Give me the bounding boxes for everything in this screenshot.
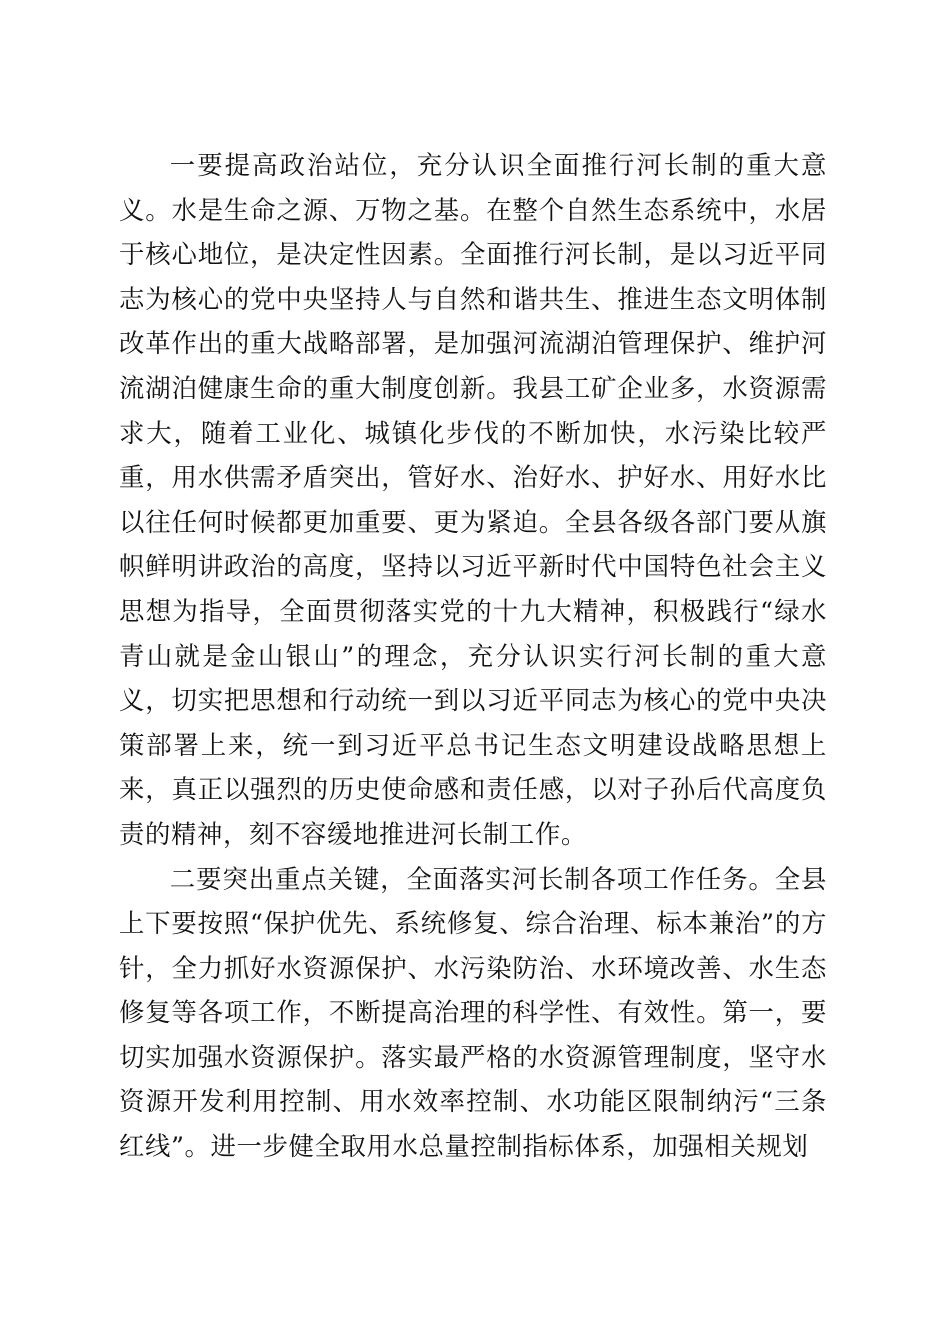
paragraph-1: 一要提高政治站位，充分认识全面推行河长制的重大意义。水是生命之源、万物之基。在整个自然生态系统中，水居于核心地位，是决定性因素。全面推行河长制，是以习近平同志为核心的党中央坚持人与自然和谐共生、推进生态文明体制改革作出的重大战略部署，是加强河流湖泊管理保护、维护河流湖泊健康生命的重大制度创新。我县工矿企业多，水资源需求大，随着工业化、城镇化步伐的不断加快，水污染比较严重，用水供需矛盾突出，管好水、治好水、护好水、用好水比以往任何时候都更加重要、更为紧迫。全县各级各部门要从旗帜鲜明讲政治的高度，坚持以习近平新时代中国特色社会主义思想为指导，全面贯彻落实党的十九大精神，积极践行“绿水青山就是金山银山”的理念，充分认识实行河长制的重大意义，切实把思想和行动统一到以习近平同志为核心的党中央决策部署上来，统一到习近平总书记生态文明建设战略思想上来，真正以强烈的历史使命感和责任感，以对子孙后代高度负责的精神，刻不容缓地推进河长制工作。 — [119, 150, 827, 849]
document-body — [119, 143, 827, 1169]
paragraph-2: 二要突出重点关键，全面落实河长制各项工作任务。全县上下要按照“保护优先、系统修复、综合治理、标本兼治”的方针，全力抓好水资源保护、水污染防治、水环境改善、水生态修复等各项工作，不断提高治理的科学性、有效性。第一，要切实加强水资源保护。落实最严格的水资源管理制度，坚守水资源开发利用控制、用水效率控制、水功能区限制纳污“三条红线”。进一步健全取用水总量控制指标体系，加强相关规划 — [119, 863, 827, 1162]
